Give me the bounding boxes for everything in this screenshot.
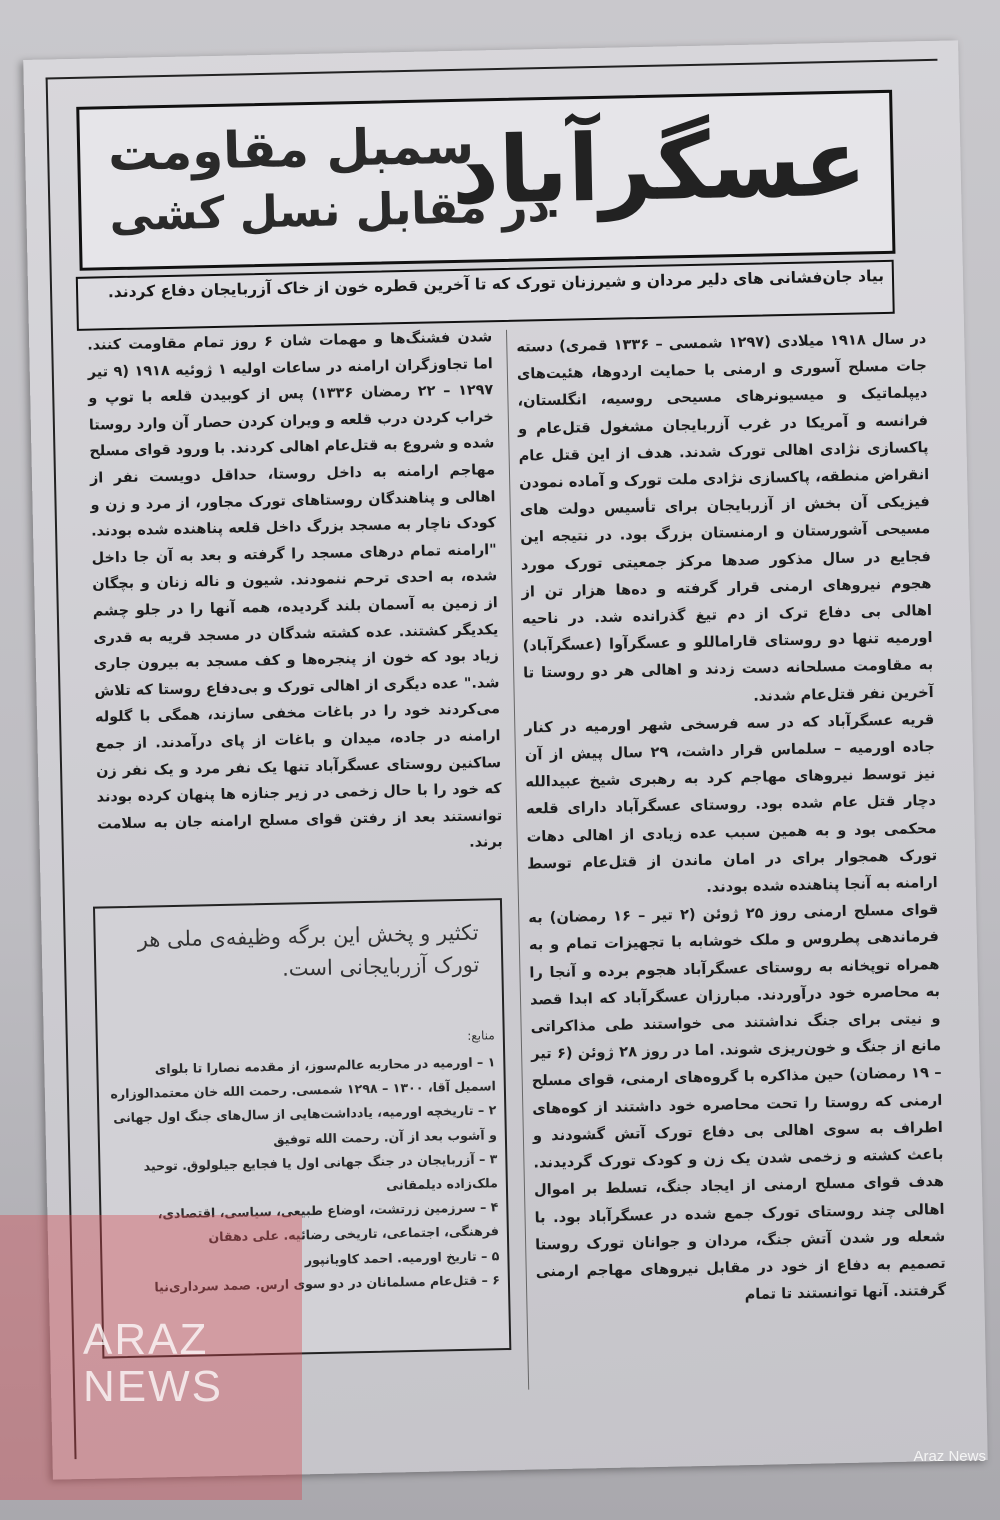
source-item: ۱ – اورمیه در محاربه عالم‌سوز، از مقدمه نصارا تا بلوای اسمیل آقا، ۱۳۰۰ – ۱۲۹۸ شمسی. رحمت الله خان معتمدالوزاره <box>110 1054 496 1102</box>
watermark-logo-news: NEWS <box>83 1362 223 1411</box>
source-item: ۴ – سرزمین زرتشت، اوضاع طبیعی، سیاسی، اقتصادی، فرهنگی، اجتماعی، تاریخی رضائیه. علی دهقان <box>157 1199 500 1245</box>
title-box <box>76 90 895 271</box>
image-credit: Araz News <box>913 1448 986 1465</box>
page-title: عسگرآباد <box>450 109 868 225</box>
sources-heading: منابع: <box>467 1028 495 1043</box>
title-subline-1: سمبل مقاومت <box>107 116 475 183</box>
source-item: ۲ – تاریخچه اورمیه، یادداشت‌هایی از سال‌های جنگ اول جهانی و آشوب بعد از آن. رحمت الله توفیق <box>113 1102 497 1147</box>
source-item: ۳ – آزربایجان در جنگ جهانی اول یا فجایع جیلولوق. توحید ملک‌زاده دیلمقانی <box>143 1151 499 1193</box>
source-item: ۵ – تاریخ اورمیه. احمد کاویانپور <box>304 1247 500 1267</box>
article-paragraph: قوای مسلح ارمنی روز ۲۵ ژوئن (۲ تیر – ۱۶ رمضان) به فرماندهی پطروس و ملک خوشابه با تجهیزات تمام و به همراه توپخانه به روستای عسگرآباد هجوم برده و آنجا را به محاصره خود درآوردند. مبارزان عسگرآباد که ابدا قصد و نیتی برای جنگ نداشتند می خواستند طی مذاکراتی مانع از جنگ و خون‌ریزی شوند. اما در روز ۲۸ ژوئن (۶ تیر – ۱۹ رمضان) حین مذاکره با گروه‌های ارمنی، قوای مسلح ارمنی که روستا را تحت محاصره خود داشتند از کوه‌های اطراف به سوی اهالی بی دفاع تورک آتش گشودند و باعث کشته و زخمی شدن یک زن و کودک تورک گردیدند. هدف قوای مسلح ارمنی از ایجاد جنگ، تسلط بر اموال اهالی چند روستای تورک جمع شده در عسگرآباد بود. با شعله ور شدن آتش جنگ، مردان و جوانان تورک روستا تصمیم به دفاع از خود در مقابل نیروهای مهاجم ارمنی گرفتند. آنها توانستند تا تمام <box>528 901 947 1304</box>
title-subline-2: در مقابل نسل کشی <box>108 180 551 242</box>
subtitle-banner: بیاد جان‌فشانی های دلیر مردان و شیرزنان تورک که تا آخرین قطره خون از خاک آزربایجان دفاع کردند. <box>76 260 895 331</box>
watermark-logo-araz: ARAZ <box>83 1315 209 1364</box>
distribution-notice: تکثیر و پخش این برگه وظیفه‌ی ملی هر تورک آزربایجانی است. <box>137 920 480 981</box>
article-right-column <box>516 325 949 1423</box>
article-left-column <box>87 324 504 892</box>
article-paragraph: در سال ۱۹۱۸ میلادی (۱۲۹۷ شمسی – ۱۳۳۶ قمری) دسته جات مسلح آسوری و ارمنی با حمایت اردوها، هئیت‌های دیپلماتیک و میسیونرهای مسیحی روسیه، انگلستان، فرانسه و آمریکا در غرب آزربایجان مشغول قتل‌عام و پاکسازی نژادی اهالی تورک شدند. هدف از این قتل عام انقراض منطقه، پاکسازی نژادی ملت تورک و آماده نمودن فیزیکی آن بخش از آزربایجان برای تأسیس دولت های مسیحی آشورستان و ارمنستان بزرگ بود. در نتیجه این فجایع در سال مذکور صدها مرکز جمعیتی تورک مورد هجوم نیروهای ارمنی قرار گرفته و ده‌ها هزار تن از اهالی بی دفاع ترک از دم تیغ گذرانده شد. در ناحیه اورمیه تنها دو روستای قاراماللو و عسگرآوا (عسگرآباد) به مقاومت مسلحانه دست زدند و اهالی هر دو روستا تا آخرین نفر قتل‌عام شدند. <box>516 330 934 705</box>
article-paragraph: قریه عسگرآباد که در سه فرسخی شهر اورمیه در کنار جاده اورمیه – سلماس قرار داشت، ۲۹ سال پیش از آن نیز توسط نیروهای مهاجم کرد به رهبری شیخ عبیدالله دچار قتل عام شده بود. روستای عسگرآباد دارای قلعه محکمی بود و به همین سبب عده زیادی از اهالی دهات تورک همجوار برای در امان ماندن از قتل‌عام توسط ارامنه به آنجا پناهنده شده بودند. <box>524 710 938 896</box>
source-item: ۶ – قتل‌عام مسلمانان در دو سوی ارس. صمد سرداری‌نیا <box>154 1272 501 1295</box>
article-paragraph: شدن فشنگ‌ها و مهمات شان ۶ روز تمام مقاومت کنند. اما تجاوزگران ارامنه در ساعات اولیه ۱ ژوئیه ۱۹۱۸ (۹ تیر ۱۲۹۷ – ۲۲ رمضان ۱۳۳۶) پس از کوبیدن قلعه با توپ و خراب کردن درب قلعه و ویران کردن حصار آن وارد روستا شده و شروع به قتل‌عام اهالی کردند. با ورود قوای مسلح مهاجم ارامنه به داخل روستا، حداقل دویست نفر از اهالی و پناهندگان روستاهای تورک مجاور، از مرد و زن و کودک ناچار به مسجد بزرگ داخل قلعه پناهنده شده بودند. "ارامنه تمام درهای مسجد را گرفته و بعد به آن جا داخل شده، به احدی ترحم ننمودند. شیون و ناله زنان و بچگان از زمین به آسمان بلند گردیده، همه آنها را در جلو چشم یکدیگر کشتند. عده کشته شدگان در مسجد قریه به قدری زیاد بود که خون از پنجره‌ها و کف مسجد به بیرون جاری شد." عده دیگری از اهالی تورک و بی‌دفاع روستا که تلاش می‌کردند خود را در باغات مخفی سازند، همگی با گلوله ارامنه در جاده، میدان و باغات از پای درآمدند. از جمع ساکنین روستای عسگرآباد تنها یک نفر مرد و یک نفر زن که خود را با حال زخمی در زیر جنازه ها پنهان کرده بودند توانستند بعد از رفتن قوای مسلح ارامنه جان به سلامت برند. <box>87 329 503 852</box>
